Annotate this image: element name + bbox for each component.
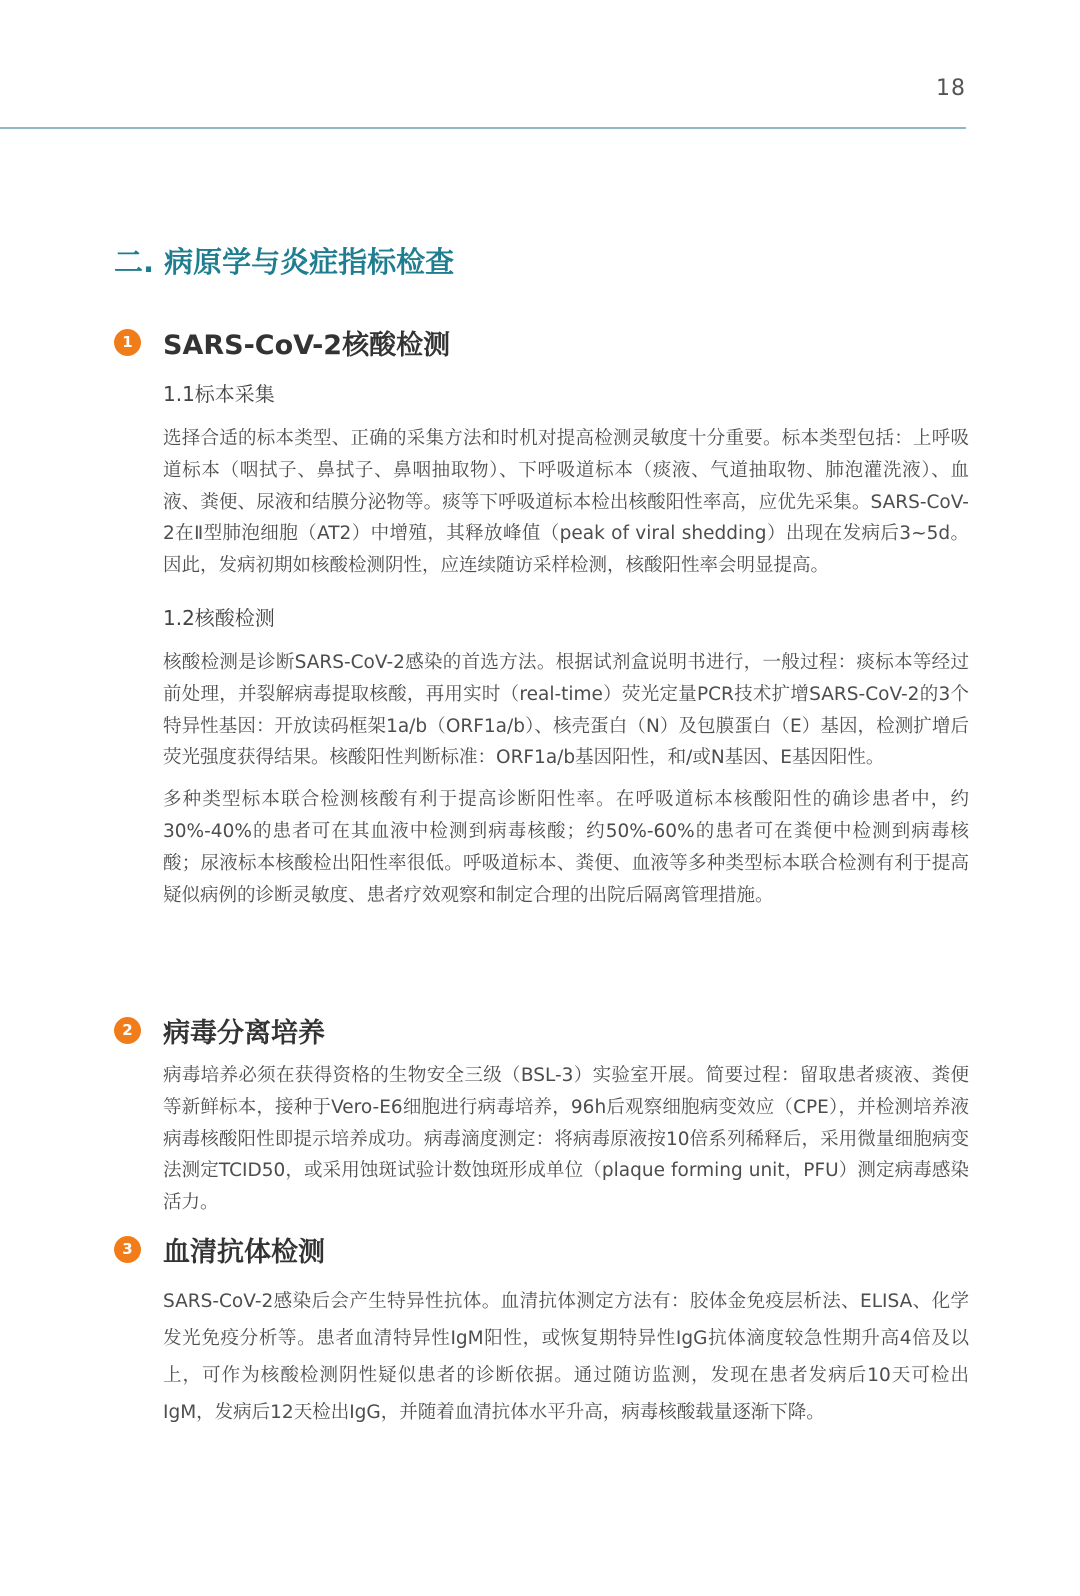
section-title: SARS-CoV-2核酸检测: [163, 329, 451, 361]
paragraph: 核酸检测是诊断SARS-CoV-2感染的首选方法。根据试剂盒说明书进行，一般过程：痰标本等经过前处理，并裂解病毒提取核酸，再用实时（real-time）荧光定量PCR技术扩增SARS-CoV-2的3个特异性基因：开放读码框架1a/b（ORF1a/b）、核壳蛋白（N）及包膜蛋白（E）基因，检测扩增后荧光强度获得结果。核酸阳性判断标准：ORF1a/b基因阳性，和/或N基因、E基因阳性。: [163, 651, 969, 769]
section-heading: [114, 1010, 970, 1050]
section-2: [114, 1010, 970, 1219]
header-rule: [0, 127, 966, 129]
number-badge-icon: 3: [114, 1236, 141, 1263]
page-number: 18: [936, 76, 966, 101]
section-title: 血清抗体检测: [163, 1236, 325, 1268]
number-badge-icon: 2: [114, 1017, 141, 1044]
paragraph: SARS-CoV-2感染后会产生特异性抗体。血清抗体测定方法有：胶体金免疫层析法、ELISA、化学发光免疫分析等。患者血清特异性IgM阳性，或恢复期特异性IgG抗体滴度较急性期升高4倍及以上，可作为核酸检测阴性疑似患者的诊断依据。通过随访监测，发现在患者发病后10天可检出IgM，发病后12天检出IgG，并随着血清抗体水平升高，病毒核酸载量逐渐下降。: [163, 1291, 969, 1423]
section-title: 病毒分离培养: [163, 1017, 325, 1049]
section-heading: [114, 322, 970, 362]
number-badge-icon: 1: [114, 329, 141, 356]
paragraph: 病毒培养必须在获得资格的生物安全三级（BSL-3）实验室开展。简要过程：留取患者痰液、粪便等新鲜标本，接种于Vero-E6细胞进行病毒培养，96h后观察细胞病变效应（CPE），并检测培养液病毒核酸阳性即提示培养成功。病毒滴度测定：将病毒原液按10倍系列稀释后，采用微量细胞病变法测定TCID50，或采用蚀斑试验计数蚀斑形成单位（plaque forming unit，PFU）测定病毒感染活力。: [163, 1065, 969, 1214]
chapter-title: 二. 病原学与炎症指标检查: [114, 245, 455, 279]
subsection-heading: 1.1标本采集: [163, 382, 275, 406]
paragraph: 选择合适的标本类型、正确的采集方法和时机对提高检测灵敏度十分重要。标本类型包括：上呼吸道标本（咽拭子、鼻拭子、鼻咽抽取物）、下呼吸道标本（痰液、气道抽取物、肺泡灌洗液）、血液、粪便、尿液和结膜分泌物等。痰等下呼吸道标本检出核酸阳性率高，应优先采集。SARS-CoV-2在Ⅱ型肺泡细胞（AT2）中增殖，其释放峰值（peak of viral shedding）出现在发病后3~5d。因此，发病初期如核酸检测阴性，应连续随访采样检测，核酸阳性率会明显提高。: [163, 428, 969, 577]
section-3: [114, 1229, 970, 1431]
subsection-heading: 1.2核酸检测: [163, 605, 275, 630]
section-1: [114, 322, 970, 911]
section-heading: [114, 1229, 970, 1269]
paragraph: 多种类型标本联合检测核酸有利于提高诊断阳性率。在呼吸道标本核酸阳性的确诊患者中，约30%-40%的患者可在其血液中检测到病毒核酸；约50%-60%的患者可在粪便中检测到病毒核酸；尿液标本核酸检出阳性率很低。呼吸道标本、粪便、血液等多种类型标本联合检测有利于提高疑似病例的诊断灵敏度、患者疗效观察和制定合理的出院后隔离管理措施。: [163, 789, 969, 906]
